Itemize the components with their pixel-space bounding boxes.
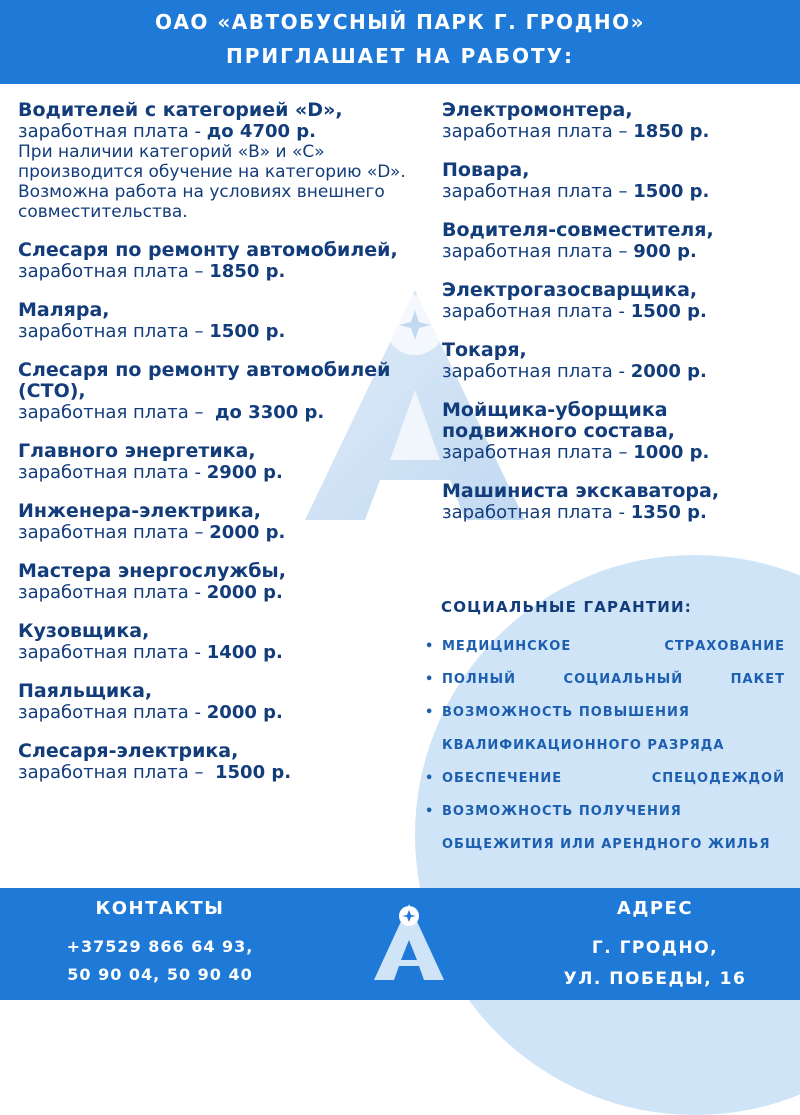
address-block (520, 898, 790, 995)
salary-value: 1850 р. (209, 261, 286, 282)
vacancy-title: Слесаря по ремонту автомобилей, (18, 239, 398, 261)
vacancy-item (18, 621, 418, 663)
vacancy-item (18, 681, 418, 723)
vacancy-salary (442, 442, 792, 463)
salary-label: заработная плата - (442, 301, 631, 322)
vacancy-item (442, 340, 792, 382)
vacancy-title: Кузовщика, (18, 620, 150, 642)
salary-value: 2000 р. (630, 361, 707, 382)
list-item: • МЕДИЦИНСКОЕ СТРАХОВАНИЕ (425, 630, 785, 663)
address-city: Г. ГРОДНО, (591, 938, 719, 958)
salary-value: 1000 р. (633, 442, 710, 463)
vacancy-item (18, 741, 418, 783)
vacancy-salary (442, 181, 792, 202)
vacancy-item (18, 100, 418, 222)
vacancy-salary (442, 121, 792, 142)
contacts-title: КОНТАКТЫ (95, 898, 225, 919)
vacancy-title: Токаря, (442, 339, 527, 361)
vacancy-salary (18, 121, 418, 142)
list-item: • ВОЗМОЖНОСТЬ ПОЛУЧЕНИЯ ОБЩЕЖИТИЯ ИЛИ АРЕНДНОГО ЖИЛЬЯ (425, 795, 785, 861)
guarantees-title: СОЦИАЛЬНЫЕ ГАРАНТИИ: (441, 598, 692, 616)
vacancy-item (442, 220, 792, 262)
social-guarantees (425, 598, 785, 861)
contacts-block (30, 898, 290, 989)
left-vacancies-column (18, 100, 418, 801)
vacancy-salary (18, 702, 418, 723)
invitation-title: ПРИГЛАШАЕТ НА РАБОТУ: (225, 44, 575, 68)
vacancy-salary (18, 462, 418, 483)
phone-landline[interactable]: 50 90 04, 50 90 40 (67, 965, 253, 984)
salary-label: заработная плата - (18, 462, 207, 483)
vacancy-salary (18, 582, 418, 603)
vacancy-title: Электрогазосварщика, (442, 279, 698, 301)
salary-label: заработная плата – (18, 321, 210, 342)
vacancy-salary (442, 241, 792, 262)
vacancy-title: Мойщика-уборщика подвижного состава, (442, 399, 676, 442)
salary-value: 1500 р. (630, 301, 707, 322)
salary-value: 2000 р. (206, 582, 283, 603)
vacancy-title: Слесаря-электрика, (18, 740, 239, 762)
salary-label: заработная плата – (442, 181, 634, 202)
vacancy-title: Повара, (442, 159, 530, 181)
vacancy-title: Водителей с категорией «D», (18, 99, 343, 121)
salary-value: 1500 р. (209, 321, 286, 342)
salary-label: заработная плата – (18, 261, 210, 282)
list-item: • ОБЕСПЕЧЕНИЕ СПЕЦОДЕЖДОЙ (425, 762, 785, 795)
vacancy-salary (442, 502, 792, 523)
vacancy-salary (18, 261, 418, 282)
vacancy-item (442, 160, 792, 202)
right-vacancies-column (442, 100, 792, 541)
salary-value: 2000 р. (209, 522, 286, 543)
vacancy-item (442, 100, 792, 142)
vacancy-item (18, 441, 418, 483)
salary-label: заработная плата - (442, 361, 631, 382)
vacancy-title: Мастера энергослужбы, (18, 560, 286, 582)
vacancy-title: Инженера-электрика, (18, 500, 261, 522)
vacancy-item (18, 300, 418, 342)
salary-label: заработная плата – (18, 402, 215, 423)
vacancy-salary (18, 402, 418, 423)
salary-value: 1500 р. (215, 762, 292, 783)
vacancy-item (18, 501, 418, 543)
salary-label: заработная плата - (18, 121, 207, 142)
vacancy-salary (442, 361, 792, 382)
vacancy-title: Электромонтера, (442, 99, 633, 121)
address-street: УЛ. ПОБЕДЫ, 16 (563, 969, 747, 989)
salary-label: заработная плата – (18, 762, 215, 783)
salary-label: заработная плата – (442, 442, 634, 463)
vacancy-title: Водителя-совместителя, (442, 219, 714, 241)
vacancy-item (18, 360, 418, 423)
salary-label: заработная плата – (442, 121, 634, 142)
vacancy-item (442, 481, 792, 523)
salary-value: 900 р. (633, 241, 697, 262)
vacancy-title: Машиниста экскаватора, (442, 480, 720, 502)
vacancy-salary (18, 642, 418, 663)
salary-label: заработная плата - (18, 702, 207, 723)
footer-banner (0, 888, 800, 1000)
vacancy-title: Слесаря по ремонту автомобилей (СТО), (18, 359, 391, 402)
salary-value: до 4700 р. (206, 121, 317, 142)
salary-value: 1500 р. (633, 181, 710, 202)
vacancy-salary (18, 762, 418, 783)
vacancy-salary (18, 321, 418, 342)
address-title: АДРЕС (616, 898, 694, 919)
vacancy-item (18, 240, 418, 282)
salary-label: заработная плата – (442, 241, 634, 262)
salary-label: заработная плата - (18, 582, 207, 603)
vacancy-item (442, 280, 792, 322)
vacancy-title: Главного энергетика, (18, 440, 256, 462)
salary-value: 1350 р. (630, 502, 707, 523)
salary-value: 1400 р. (206, 642, 283, 663)
vacancy-title: Маляра, (18, 299, 110, 321)
vacancy-title: Паяльщика, (18, 680, 153, 702)
salary-value: до 3300 р. (215, 402, 325, 423)
vacancy-note: При наличии категорий «В» и «С» производится обучение на категорию «D». Возможна работа на условиях внешнего совместительства. (18, 142, 406, 222)
list-item: • ВОЗМОЖНОСТЬ ПОВЫШЕНИЯ КВАЛИФИКАЦИОННОГО РАЗРЯДА (425, 696, 785, 762)
vacancy-salary (18, 522, 418, 543)
bus-park-logo-icon (370, 900, 448, 984)
salary-value: 2900 р. (206, 462, 283, 483)
salary-value: 2000 р. (206, 702, 283, 723)
vacancy-item (442, 400, 792, 463)
vacancy-item (18, 561, 418, 603)
header-banner (0, 0, 800, 84)
salary-label: заработная плата - (18, 642, 207, 663)
salary-value: 1850 р. (633, 121, 710, 142)
guarantees-list (425, 630, 785, 861)
phone-mobile[interactable]: +37529 866 64 93, (66, 937, 254, 956)
salary-label: заработная плата – (18, 522, 210, 543)
salary-label: заработная плата - (442, 502, 631, 523)
company-name: ОАО «АВТОБУСНЫЙ ПАРК Г. ГРОДНО» (154, 10, 646, 34)
list-item: • ПОЛНЫЙ СОЦИАЛЬНЫЙ ПАКЕТ (425, 663, 785, 696)
vacancy-salary (442, 301, 792, 322)
